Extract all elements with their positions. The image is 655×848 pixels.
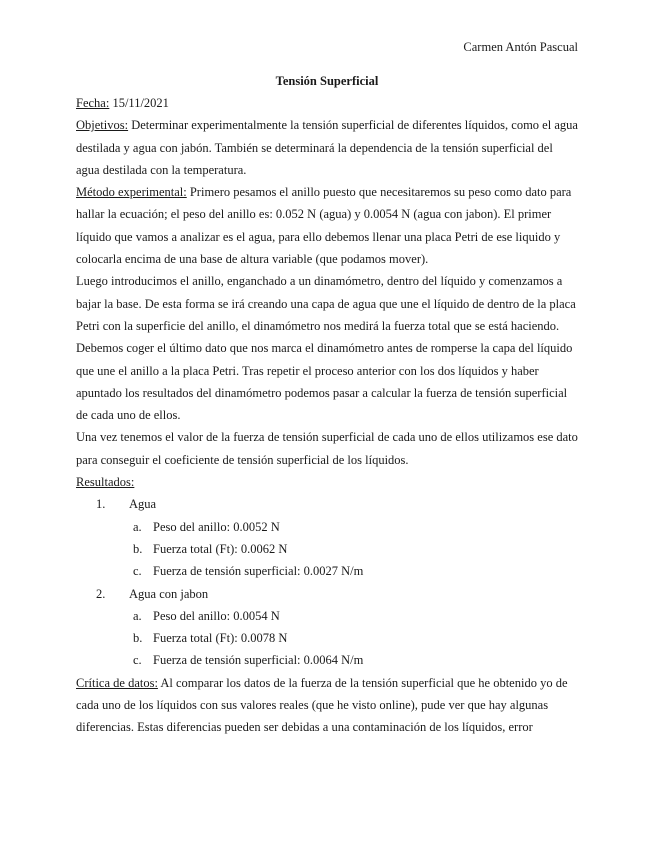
subitem-letter: b. bbox=[133, 541, 143, 556]
subitem-text: Peso del anillo: 0.0052 N bbox=[153, 519, 280, 534]
subitem-letter: a. bbox=[133, 608, 142, 623]
subitem-text: Fuerza total (Ft): 0.0078 N bbox=[153, 631, 288, 646]
method-paragraph bbox=[76, 181, 578, 270]
date-value: 15/11/2021 bbox=[109, 96, 169, 110]
procedure-paragraph: Luego introducimos el anillo, enganchado a un dinamómetro, dentro del líquido y comenzamos a bajar la base. De esta forma se irá creando una capa de agua que une el líquido de dentro de la placa Petri con la superficie del anillo, el dinamómetro nos medirá la fuerza total que se está haciendo. bbox=[76, 274, 576, 333]
subitem-letter: a. bbox=[133, 519, 142, 534]
result-item bbox=[76, 583, 578, 605]
date-label: Fecha: bbox=[76, 96, 110, 110]
document-title: Tensión Superficial bbox=[275, 74, 379, 88]
objectives-label: Objetivos: bbox=[76, 118, 129, 133]
subitem-letter: c. bbox=[133, 653, 142, 668]
objectives-text: Determinar experimentalmente la tensión superficial de diferentes líquidos, como el agua destilada y agua con jabón. También se determinará la dependencia de la tensión superficial del agua destilada con la temperatura. bbox=[76, 118, 578, 177]
results-heading bbox=[76, 471, 578, 493]
result-subitem bbox=[76, 627, 578, 649]
critique-label: Crítica de datos: bbox=[76, 675, 158, 690]
results-list bbox=[76, 493, 578, 671]
result-subitem bbox=[76, 605, 578, 627]
result-subitem bbox=[76, 516, 578, 538]
procedure-paragraph: Una vez tenemos el valor de la fuerza de tensión superficial de cada uno de ellos utilizamos ese dato para conseguir el coeficiente de tensión superficial de los líquidos. bbox=[76, 430, 578, 467]
critique-text: Al comparar los datos de la fuerza de la tensión superficial que he obtenido yo de cada uno de los líquidos con sus valores reales (que he visto online), pude ver que hay algunas diferencias. Estas diferencias pueden ser debidas a una contaminación de los líquidos, error bbox=[76, 675, 568, 735]
method-label: Método experimental: bbox=[76, 185, 187, 200]
results-label: Resultados: bbox=[76, 475, 135, 490]
procedure-paragraph: Debemos coger el último dato que nos marca el dinamómetro antes de romperse la capa del líquido que une el anillo a la placa Petri. Tras repetir el proceso anterior con los dos líquidos y haber apuntado los resultados del dinamómetro podemos pasar a calcular la fuerza de tensión superficial de cada uno de ellos. bbox=[76, 341, 573, 423]
result-subitem bbox=[76, 538, 578, 560]
result-name: Agua con jabon bbox=[129, 586, 209, 601]
author-name: Carmen Antón Pascual bbox=[463, 40, 578, 54]
result-subitem bbox=[76, 649, 578, 671]
subitem-text: Fuerza total (Ft): 0.0062 N bbox=[153, 541, 288, 556]
subitem-letter: c. bbox=[133, 564, 142, 579]
objectives-paragraph bbox=[76, 114, 578, 181]
result-number: 2. bbox=[96, 586, 106, 601]
critique-paragraph bbox=[76, 672, 578, 739]
date-line bbox=[76, 92, 578, 114]
subitem-text: Fuerza de tensión superficial: 0.0027 N/m bbox=[153, 564, 364, 579]
subitem-letter: b. bbox=[133, 631, 143, 646]
result-name: Agua bbox=[129, 497, 157, 512]
result-number: 1. bbox=[96, 497, 106, 512]
subitem-text: Fuerza de tensión superficial: 0.0064 N/m bbox=[153, 653, 364, 668]
method-text: Primero pesamos el anillo puesto que necesitaremos su peso como dato para hallar la ecuación; el peso del anillo es: 0.052 N (agua) y 0.0054 N (agua con jabon). El primer líquido que vamos a analizar es el agua, para ello debemos llenar una placa Petri de ese liquido y colocarla encima de una base de altura variable (que podamos mover). bbox=[76, 185, 572, 267]
result-item bbox=[76, 493, 578, 515]
subitem-text: Peso del anillo: 0.0054 N bbox=[153, 608, 280, 623]
result-subitem bbox=[76, 560, 578, 582]
